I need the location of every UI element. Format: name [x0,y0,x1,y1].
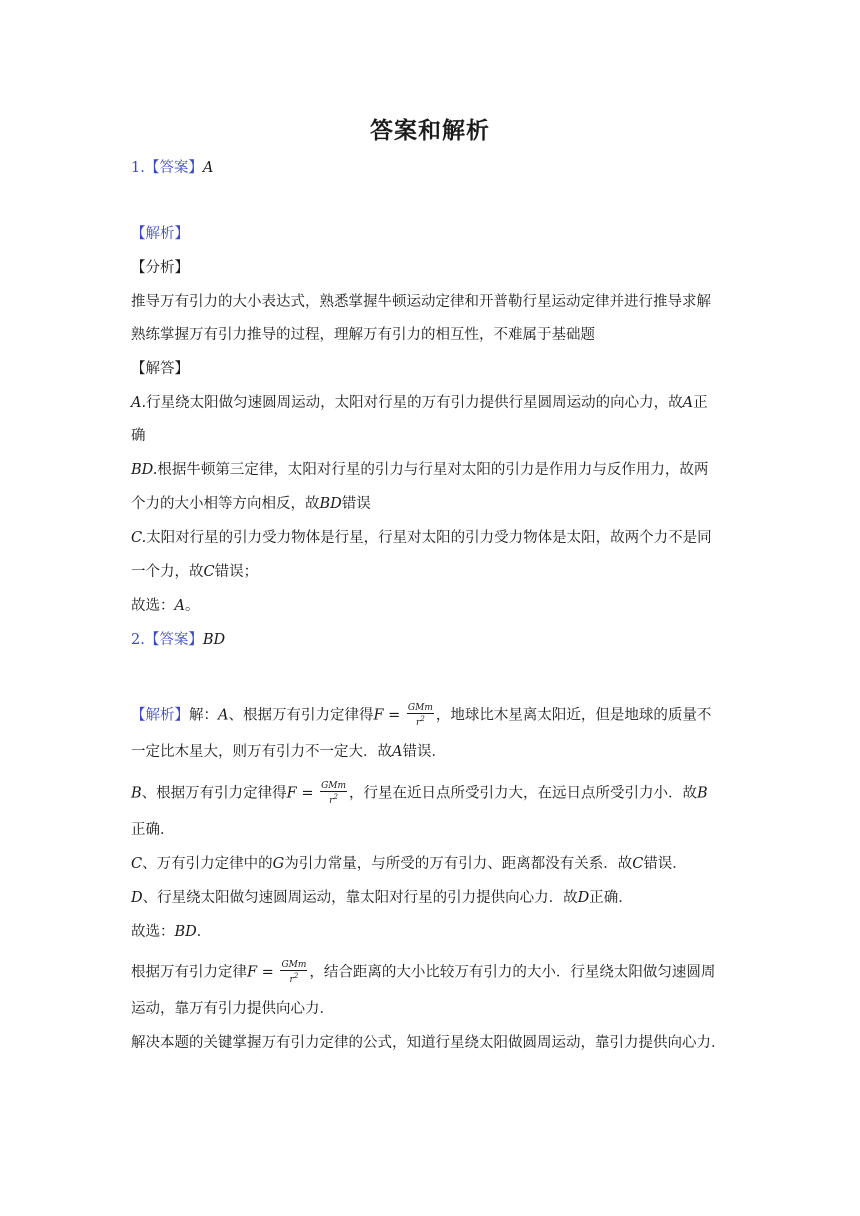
fraction-den-exp: 2 [420,715,425,723]
q2-d-line [131,888,633,908]
option-bd-end: 错误 [341,496,371,512]
q2-selection-var: BD [174,924,197,940]
q1-jieda-tag: 【解答】 [131,361,189,377]
q2-b-var: B [131,785,142,802]
fraction-den-exp: 2 [293,972,299,980]
q2-a-text-end: ，地球比木星离太阳近，但是地球的质量不 [435,707,712,724]
formula-equals: = [383,707,405,724]
q1-option-bd-line-2 [131,494,371,514]
q2-c-text-2: 为引力常量，与所受的万有引力、距离都没有关系．故 [284,856,633,872]
formula-fraction [320,781,347,806]
option-c-text: 太阳对行星的引力受力物体是行星，行星对太阳的引力受力物体是太阳，故两个力不是同 [146,530,712,546]
option-c-var: C [203,564,215,580]
q2-summary-text: ，结合距离的大小比较万有引力的大小．行星绕太阳做匀速圆周 [309,964,716,981]
q1-fenxi-line-2: 熟练掌握万有引力推导的过程，理解万有引力的相互性，不难属于基础题 [131,327,595,343]
fraction-numerator: GMm [407,703,433,713]
q1-selection-prefix: 故选： [131,598,175,614]
q2-a-text-2: 一定比木星大，则万有引力不一定大．故 [131,744,392,760]
option-a-text: 行星绕太阳做匀速圆周运动，太阳对行星的万有引力提供行星圆周运动的向心力，故 [146,395,683,411]
q1-option-a-line-1 [131,393,708,413]
fraction-den-base: r [329,796,334,806]
q1-option-c-line-2 [131,562,258,582]
q2-b-var-2: B [697,785,708,802]
q2-jiexi-line-2 [131,742,446,762]
q2-summary-line-2: 运动，靠万有引力提供向心力． [131,1001,334,1017]
q2-jie-prefix: 解： [189,707,218,724]
q1-number: 1. [131,160,145,176]
q1-selection-var: A [174,598,185,614]
q1-option-c-line-1 [131,528,712,548]
fraction-denominator [280,971,307,985]
q2-d-var: D [131,890,143,906]
q2-b-text-end: ，行星在近日点所受引力大，在远日点所受引力小．故 [349,785,698,802]
q2-jiexi-tag: 【解析】 [131,707,189,724]
q1-jiexi-tag: 【解析】 [131,226,189,242]
q2-d-end: 正确． [589,890,633,906]
option-c-end: 错误； [214,564,259,580]
option-bd-text-2: 个力的大小相等方向相反，故 [131,496,320,512]
q2-b-line-1 [131,781,708,806]
option-bd-text: 根据牛顿第三定律，太阳对行星的引力与行星对太阳的引力是作用力与反作用力，故两 [157,462,709,478]
q2-selection-suffix: ． [196,924,212,940]
q1-answer: A [202,160,214,176]
q1-fenxi-tag: 【分析】 [131,260,189,276]
formula-f: F [247,964,258,981]
fraction-numerator: GMm [321,781,347,791]
formula-fraction [280,960,307,985]
option-bd-var: BD [319,496,342,512]
q1-option-a-line-2: 确 [131,428,146,444]
q1-answer-tag: 【答案】 [144,160,203,176]
fraction-den-base: r [289,975,294,985]
q2-selection [131,922,211,942]
q2-c-end: 错误． [643,856,687,872]
q2-b-text: 、根据万有引力定律得 [141,785,287,802]
option-a-label: A. [131,395,147,411]
q2-c-var: C [131,856,143,872]
q2-number: 2. [131,632,145,648]
option-c-label: C. [131,530,147,546]
q2-c-var-2: C [632,856,644,872]
fraction-denominator [407,714,434,728]
option-c-text-2: 一个力，故 [131,564,204,580]
q1-selection [131,596,199,616]
q2-d-text: 、行星绕太阳做匀速圆周运动，靠太阳对行星的引力提供向心力．故 [142,890,578,906]
q1-selection-suffix: 。 [184,598,200,614]
option-bd-label: BD. [131,462,158,478]
q2-a-var-2: A [392,744,403,760]
q2-answer-tag: 【答案】 [144,632,203,648]
q1-fenxi-line-1: 推导万有引力的大小表达式，熟悉掌握牛顿运动定律和开普勒行星运动定律并进行推导求解 [131,294,711,310]
q2-c-line [131,854,687,874]
formula-equals: = [257,964,279,981]
formula-equals: = [296,785,319,802]
q2-b-line-2: 正确． [131,822,175,838]
page-title: 答案和解析 [370,118,490,144]
fraction-den-exp: 2 [333,793,338,801]
q2-jiexi-line-1 [131,703,711,728]
fraction-numerator: GMm [281,960,307,970]
q2-c-g: G [272,856,285,872]
q2-a-end: 错误． [402,744,446,760]
option-a-var: A [682,395,694,411]
q2-c-text: 、万有引力定律中的 [142,856,273,872]
q1-answer-line [131,158,213,178]
fraction-den-base: r [416,718,421,728]
q2-answer-line [131,630,225,650]
q2-summary-prefix: 根据万有引力定律 [131,964,247,981]
q2-selection-prefix: 故选： [131,924,175,940]
q2-summary-line-3: 解决本题的关键掌握万有引力定律的公式，知道行星绕太阳做圆周运动，靠引力提供向心力． [131,1035,726,1051]
option-a-end: 正 [693,395,708,411]
q2-a-var: A [218,707,229,724]
fraction-denominator [320,792,347,806]
formula-fraction [407,703,434,728]
formula-f: F [286,785,297,802]
q1-option-bd-line-1 [131,460,708,480]
q2-d-var-2: D [577,890,590,906]
q2-summary-line-1 [131,960,715,985]
q2-answer: BD [202,632,226,648]
formula-f: F [373,707,384,724]
q2-a-text: 、根据万有引力定律得 [228,707,374,724]
